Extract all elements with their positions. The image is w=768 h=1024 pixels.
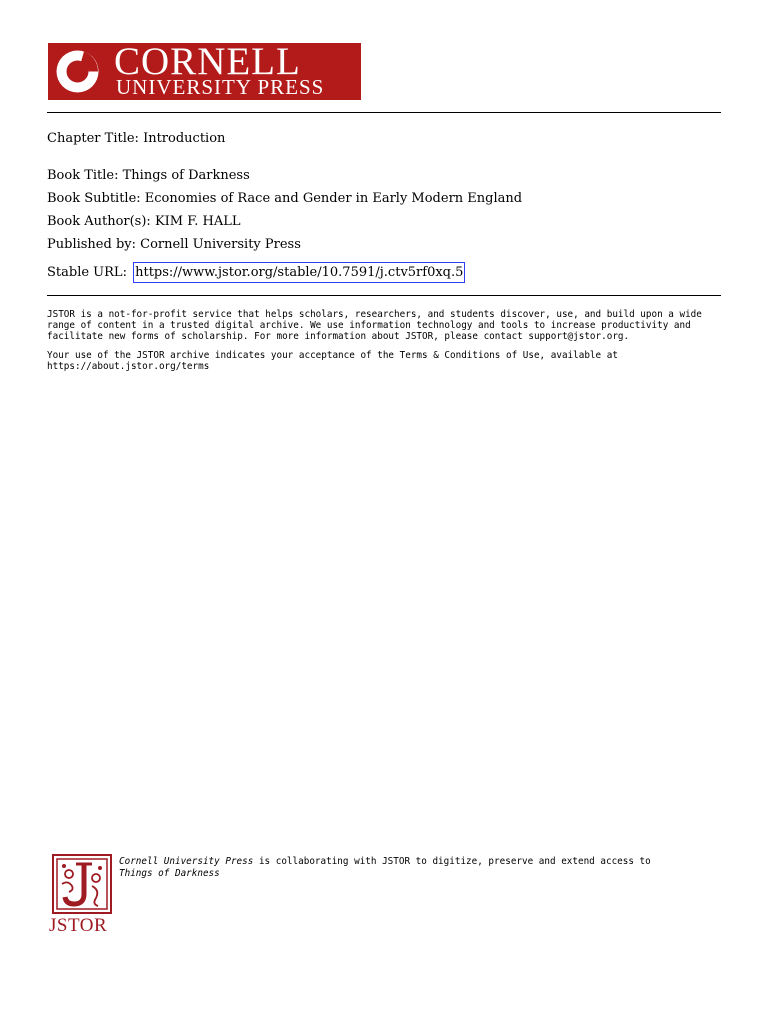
book-title: Book Title: Things of Darkness <box>47 168 250 183</box>
press-name-line2: UNIVERSITY PRESS <box>116 75 325 99</box>
top-divider <box>47 112 721 113</box>
collaboration-statement <box>119 856 719 880</box>
jstor-emblem-icon <box>52 854 112 914</box>
book-authors: Book Author(s): KIM F. HALL <box>47 214 241 229</box>
middle-divider <box>47 295 721 296</box>
stable-url-label: Stable URL: <box>47 265 127 280</box>
stable-url-link[interactable]: https://www.jstor.org/stable/10.7591/j.ctv5rf0xq.5 <box>133 262 465 283</box>
stable-url-row <box>47 262 465 283</box>
chapter-title: Chapter Title: Introduction <box>47 131 226 146</box>
collab-book-title: Things of Darkness <box>119 868 220 879</box>
jstor-wordmark: JSTOR <box>49 915 108 936</box>
jstor-logo <box>49 854 115 938</box>
book-subtitle: Book Subtitle: Economies of Race and Gender in Early Modern England <box>47 191 523 206</box>
published-by: Published by: Cornell University Press <box>47 237 301 252</box>
cornell-emblem-icon <box>54 48 101 95</box>
collab-text: is collaborating with JSTOR to digitize, preserve and extend access to <box>253 856 651 867</box>
press-name-line1: CORNELL <box>114 40 301 83</box>
collab-publisher: Cornell University Press <box>119 856 254 867</box>
cornell-university-press-logo <box>48 40 361 100</box>
terms-notice: Your use of the JSTOR archive indicates your acceptance of the Terms & Conditions of Use, available at https://about.jstor.org/terms <box>47 350 618 372</box>
jstor-service-notice: JSTOR is a not-for-profit service that helps scholars, researchers, and students discover, use, and build upon a wide range of content in a trusted digital archive. We use information technology and tools to increase productivity and facilitate new forms of scholarship. For more information about JSTOR, please contact support@jstor.org. <box>47 309 702 342</box>
